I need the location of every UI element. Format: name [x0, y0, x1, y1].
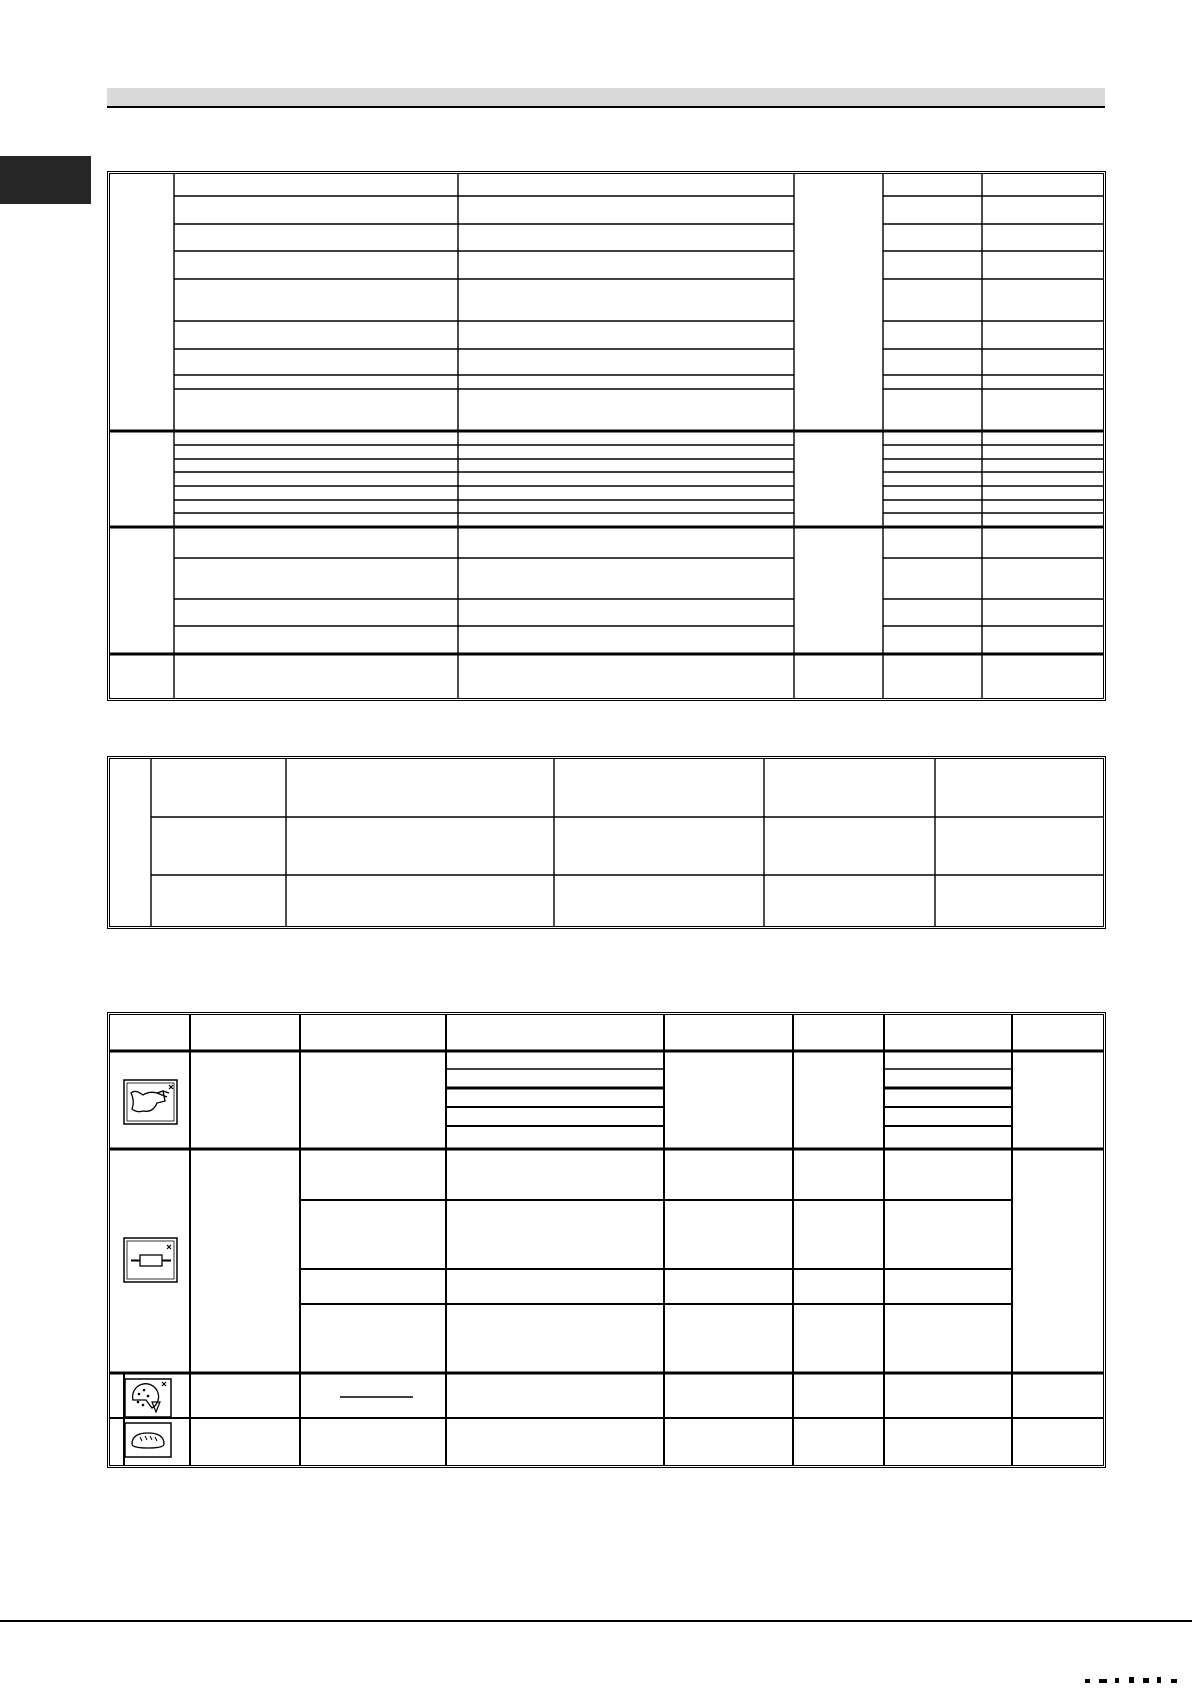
footer-mark — [1085, 1672, 1190, 1682]
cooking-table-3 — [107, 1012, 1106, 1468]
footer-rule — [0, 1620, 1192, 1622]
cooking-table-1 — [107, 171, 1106, 701]
rolling-pin-icon — [123, 1237, 178, 1283]
table-1-grid — [110, 174, 1103, 698]
food-on-tray-icon — [123, 1079, 178, 1125]
language-tab — [0, 156, 91, 204]
pizza-slice-icon — [124, 1378, 172, 1418]
table-3-grid — [110, 1015, 1103, 1465]
table-2-grid — [110, 759, 1103, 926]
bread-loaf-icon — [124, 1422, 172, 1458]
cooking-table-2 — [107, 756, 1106, 929]
section-header-bar — [107, 88, 1105, 108]
